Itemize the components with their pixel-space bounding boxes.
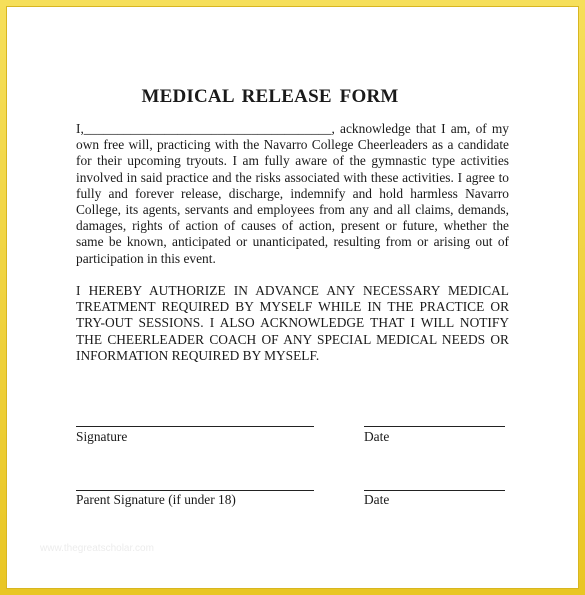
signature-line[interactable]	[76, 426, 314, 427]
watermark-text: www.thegreatscholar.com	[40, 543, 154, 554]
authorization-paragraph: I HEREBY AUTHORIZE IN ADVANCE ANY NECESSARY MEDICAL TREATMENT REQUIRED BY MYSELF WHILE IN THE PRACTICE OR TRY-OUT SESSIONS. I ALSO ACKNOWLEDGE THAT I WILL NOTIFY THE CHEERLEADER COACH OF ANY SPECIAL MEDICAL NEEDS OR INFORMATION REQUIRED BY MYSELF.	[76, 283, 509, 363]
date-line-2[interactable]	[364, 490, 505, 491]
release-paragraph: I,_____________________________________, acknowledge that I am, of my own free will, practicing with the Navarro College Cheerleaders as a candidate for their upcoming tryouts. I am fully aware of the gymnastic type activities involved in said practice and the risks associated with these activities. I agree to fully and forever release, discharge, indemnify and hold harmless Navarro College, its agents, servants and employees from any and all claims, demands, damages, rights of action of causes of action, present or future, whether the same be known, anticipated or unanticipated, resulting from or arising out of participation in this event.	[76, 121, 509, 266]
parent-signature-line[interactable]	[76, 490, 314, 491]
date-line-1[interactable]	[364, 426, 505, 427]
date-label-2: Date	[364, 492, 390, 507]
date-label-1: Date	[364, 429, 390, 444]
signature-label: Signature	[76, 429, 128, 444]
parent-signature-label: Parent Signature (if under 18)	[76, 492, 236, 507]
form-title: MEDICAL RELEASE FORM	[141, 86, 399, 107]
